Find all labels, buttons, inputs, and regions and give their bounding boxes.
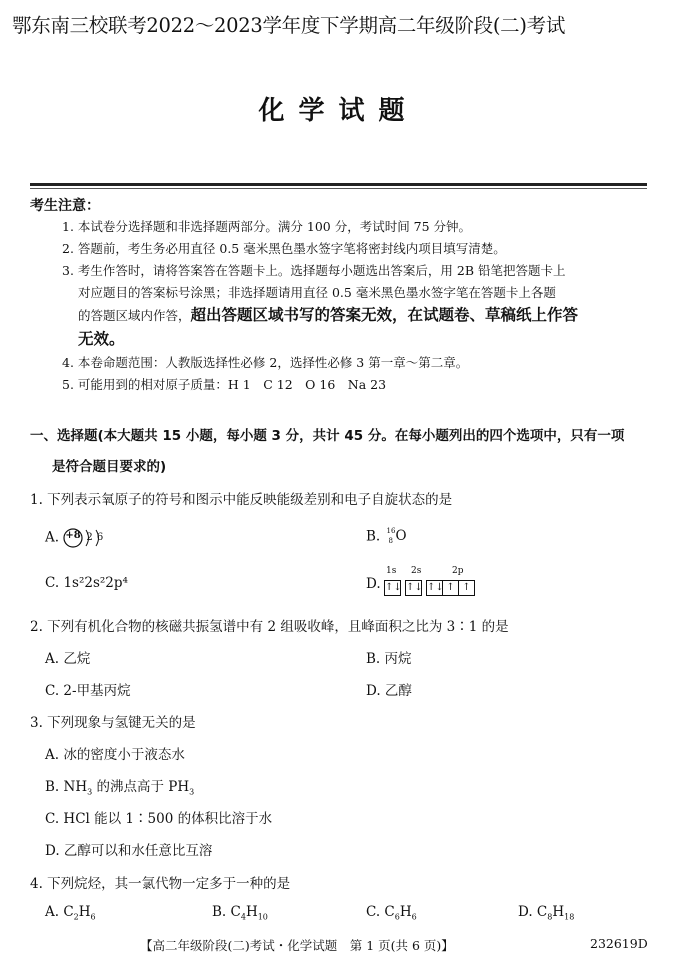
question-2-option-d: D. 乙醇 <box>366 683 412 699</box>
exam-code: 232619D <box>590 936 648 951</box>
note-3: 3. 考生作答时，请将答案答在答题卡上。选择题每小题选出答案后，用 2B 铅笔把答题卡上 <box>62 263 566 278</box>
note-4: 4. 本卷命题范围：人教版选择性必修 2，选择性必修 3 第一章～第二章。 <box>62 355 469 370</box>
q4-c-text-2: H <box>399 904 412 920</box>
divider-thick <box>30 183 647 186</box>
option-d-label: D. <box>366 576 381 592</box>
question-4-option-a <box>45 904 96 922</box>
page-footer: 【高二年级阶段(二)考试・化学试题 第 1 页(共 6 页)】 <box>140 938 454 953</box>
orbital-box-2p-3: ↑ <box>459 580 475 596</box>
orbital-box-1s: ↑↓ <box>384 580 401 596</box>
nuclide-element: O <box>395 528 407 544</box>
note-5: 5. 可能用到的相对原子质量：H 1 C 12 O 16 Na 23 <box>62 377 387 392</box>
q4-a-sub-1: 2 <box>73 912 79 922</box>
q4-d-sub-2: 18 <box>564 912 575 922</box>
q4-c-text-1: C. C <box>366 904 395 920</box>
question-4-option-d <box>518 904 574 922</box>
nuclide-symbol <box>385 527 413 547</box>
question-1-option-b <box>366 527 413 547</box>
note-3-cont-2 <box>78 305 578 326</box>
question-2-option-a: A. 乙烷 <box>45 651 91 667</box>
q4-d-sub-1: 8 <box>547 912 553 922</box>
note-3-emphasis-end: 无效。 <box>78 330 125 348</box>
electron-configuration: 1s²2s²2p⁴ <box>63 575 128 591</box>
nuclide-mass-number: 16 <box>386 527 396 535</box>
orbital-box-2s: ↑↓ <box>405 580 422 596</box>
q3-b-text-2: 的沸点高于 PH <box>92 779 190 795</box>
exam-header: 鄂东南三校联考2022～2023学年度下学期高二年级阶段(二)考试 <box>12 14 566 37</box>
orbital-label-2p: 2p <box>452 566 464 576</box>
question-3-option-d: D. 乙醇可以和水任意比互溶 <box>45 843 213 859</box>
q4-a-text-1: A. C <box>45 904 74 920</box>
section-1-heading-cont: 是符合题目要求的) <box>52 459 167 475</box>
question-2-option-b: B. 丙烷 <box>366 651 412 667</box>
q4-b-text-1: B. C <box>212 904 241 920</box>
option-b-label: B. <box>366 528 381 545</box>
question-1-stem: 1. 下列表示氧原子的符号和图示中能反映能级差别和电子自旋状态的是 <box>30 492 453 508</box>
q3-b-sub-2: 3 <box>189 787 195 797</box>
q4-b-sub-2: 10 <box>257 912 268 922</box>
q4-a-text-2: H <box>78 904 91 920</box>
section-1-heading: 一、选择题(本大题共 15 小题，每小题 3 分，共计 45 分。在每小题列出的四个选项中，只有一项 <box>30 428 625 444</box>
note-2: 2. 答题前，考生务必用直径 0.5 毫米黑色墨水签字笔将密封线内项目填写清楚。 <box>62 241 506 256</box>
option-a-label: A. <box>45 529 60 546</box>
question-4-option-c <box>366 904 417 922</box>
note-3-emphasis: 超出答题区域书写的答案无效，在试题卷、草稿纸上作答 <box>190 306 579 324</box>
orbital-box-2p-2: ↑ <box>443 580 459 596</box>
q4-c-sub-2: 6 <box>411 912 417 922</box>
question-3-option-c: C. HCl 能以 1∶500 的体积比溶于水 <box>45 811 273 827</box>
q4-b-sub-1: 4 <box>240 912 246 922</box>
page-title: 化学试题 <box>258 96 419 126</box>
q4-a-sub-2: 6 <box>90 912 96 922</box>
orbital-diagram <box>384 568 504 600</box>
question-3-option-b <box>45 775 194 797</box>
orbital-label-2s: 2s <box>411 566 422 576</box>
nuclide-atomic-number: 8 <box>388 537 393 545</box>
q4-c-sub-1: 6 <box>394 912 400 922</box>
q3-b-text-1: B. NH <box>45 779 88 795</box>
orbital-label-1s: 1s <box>386 566 397 576</box>
question-3-option-a: A. 冰的密度小于液态水 <box>45 747 185 763</box>
question-2-stem: 2. 下列有机化合物的核磁共振氢谱中有 2 组吸收峰，且峰面积之比为 3∶1 的是 <box>30 619 509 635</box>
question-2-option-c: C. 2-甲基丙烷 <box>45 683 131 699</box>
question-1-option-c <box>45 575 128 591</box>
atom-shell-electrons: 2 6 <box>86 532 104 543</box>
q3-b-sub-1: 3 <box>87 787 93 797</box>
orbital-box-2p-1: ↑↓ <box>426 580 443 596</box>
divider-thin <box>30 188 647 189</box>
q4-d-text-2: H <box>552 904 565 920</box>
q4-b-text-2: H <box>245 904 258 920</box>
note-1: 1. 本试卷分选择题和非选择题两部分。满分 100 分，考试时间 75 分钟。 <box>62 219 472 234</box>
atom-structure-diagram <box>63 527 113 549</box>
question-1-option-a <box>45 527 113 549</box>
question-3-stem: 3. 下列现象与氢键无关的是 <box>30 715 196 731</box>
notes-heading: 考生注意： <box>30 198 100 214</box>
question-4-option-b <box>212 904 268 922</box>
q4-d-text-1: D. C <box>518 904 548 920</box>
question-4-stem: 4. 下列烷烃，其一氯代物一定多于一种的是 <box>30 876 291 892</box>
note-3-cont-2-text: 的答题区域内作答， <box>78 308 191 323</box>
note-3-cont-1: 对应题目的答案标号涂黑；非选择题请用直径 0.5 毫米黑色墨水签字笔在答题卡上各题 <box>78 285 556 300</box>
atom-nucleus-charge: +8 <box>65 530 81 541</box>
option-c-label: C. <box>45 575 60 591</box>
